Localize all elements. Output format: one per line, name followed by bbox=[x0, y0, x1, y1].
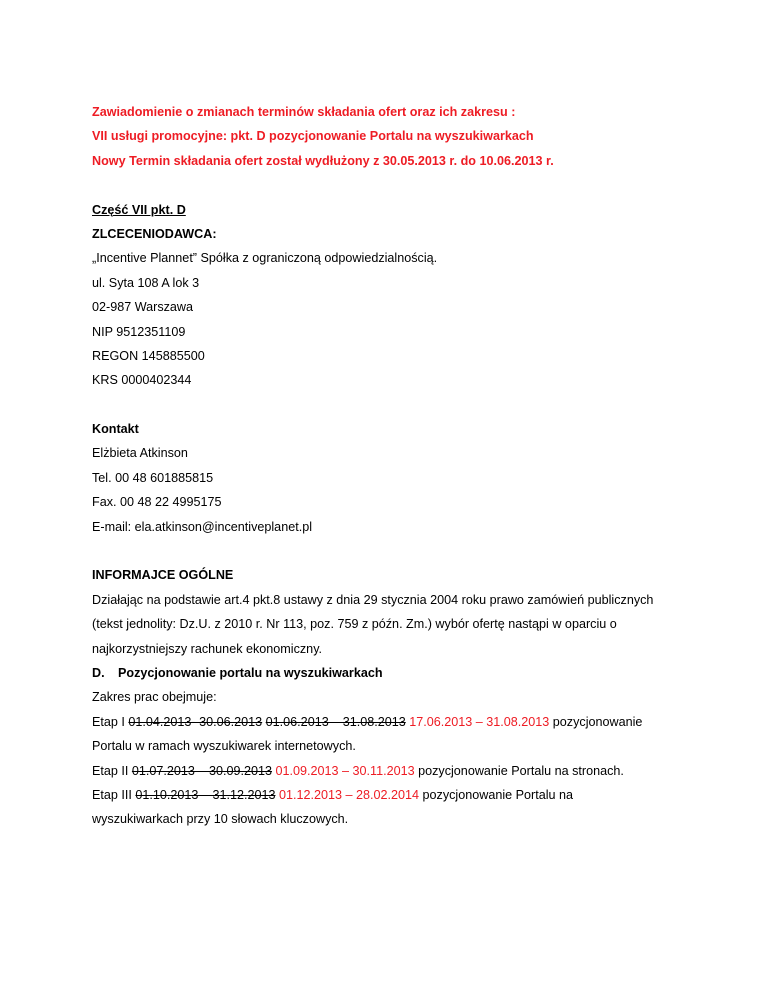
section-d-title: Pozycjonowanie portalu na wyszukiwarkach bbox=[118, 665, 383, 680]
client-heading: ZLCECENIODAWCA: bbox=[92, 226, 217, 241]
section-heading: Część VII pkt. D bbox=[92, 202, 186, 217]
notice-deadline: Nowy Termin składania ofert został wydłużony z 30.05.2013 r. do 10.06.2013 r. bbox=[92, 153, 554, 168]
client-regon: REGON 145885500 bbox=[92, 348, 205, 363]
contact-person: Elżbieta Atkinson bbox=[92, 446, 188, 461]
client-name: „Incentive Plannet” Spółka z ograniczoną odpowiedzialnością. bbox=[92, 251, 438, 266]
client-krs: KRS 0000402344 bbox=[92, 373, 192, 388]
stage-2-new-dates: 01.09.2013 – 30.11.2013 bbox=[275, 763, 415, 778]
section-d-letter: D. bbox=[92, 665, 105, 680]
stage-2-label: Etap II bbox=[92, 763, 129, 778]
stage-3-struck-dates: 01.10.2013 – 31.12.2013 bbox=[135, 787, 276, 802]
stage-1-description: pozycjonowanie bbox=[552, 714, 643, 729]
contact-heading: Kontakt bbox=[92, 422, 139, 437]
stage-1 bbox=[92, 710, 692, 734]
stage-2-struck-dates: 01.07.2013 – 30.09.2013 bbox=[131, 763, 272, 778]
contact-tel: Tel. 00 48 601885815 bbox=[92, 470, 214, 485]
stage-1-new-dates: 17.06.2013 – 31.08.2013 bbox=[409, 714, 550, 729]
stage-3-new-dates: 01.12.2013 – 28.02.2014 bbox=[278, 787, 420, 802]
stage-3-description: pozycjonowanie Portalu na bbox=[422, 787, 574, 802]
notice-subject: VII usługi promocyjne: pkt. D pozycjonowanie Portalu na wyszukiwarkach bbox=[92, 129, 534, 144]
stage-1-struck-dates-b: 01.06.2013 – 31.08.2013 bbox=[265, 714, 406, 729]
stage-3-description-cont: wyszukiwarkach przy 10 słowach kluczowych. bbox=[92, 812, 349, 827]
notice-title: Zawiadomienie o zmianach terminów składania ofert oraz ich zakresu : bbox=[92, 105, 516, 119]
document-page bbox=[92, 100, 692, 832]
stage-1-label: Etap I bbox=[92, 714, 125, 729]
contact-fax: Fax. 00 48 22 4995175 bbox=[92, 495, 222, 510]
scope-intro: Zakres prac obejmuje: bbox=[92, 690, 217, 705]
client-street: ul. Syta 108 A lok 3 bbox=[92, 275, 200, 290]
general-heading: INFORMAJCE OGÓLNE bbox=[92, 568, 234, 583]
stage-2 bbox=[92, 759, 692, 783]
general-paragraph-line-2: (tekst jednolity: Dz.U. z 2010 r. Nr 113, poz. 759 z późn. Zm.) wybór ofertę nastąpi w oparciu o bbox=[92, 617, 617, 632]
general-paragraph-line-3: najkorzystniejszy rachunek ekonomiczny. bbox=[92, 641, 323, 656]
stage-2-description: pozycjonowanie Portalu na stronach. bbox=[418, 763, 624, 778]
stage-3 bbox=[92, 783, 692, 807]
stage-1-struck-dates-a: 01.04.2013- 30.06.2013 bbox=[128, 714, 263, 729]
stage-1-description-cont: Portalu w ramach wyszukiwarek internetowych. bbox=[92, 739, 356, 754]
stage-3-label: Etap III bbox=[92, 787, 132, 802]
general-paragraph-line-1: Działając na podstawie art.4 pkt.8 ustawy z dnia 29 stycznia 2004 roku prawo zamówień publicznych bbox=[92, 592, 654, 607]
contact-email: E-mail: ela.atkinson@incentiveplanet.pl bbox=[92, 519, 312, 534]
section-d-heading bbox=[92, 661, 692, 685]
client-city: 02-987 Warszawa bbox=[92, 300, 194, 315]
client-nip: NIP 9512351109 bbox=[92, 324, 186, 339]
